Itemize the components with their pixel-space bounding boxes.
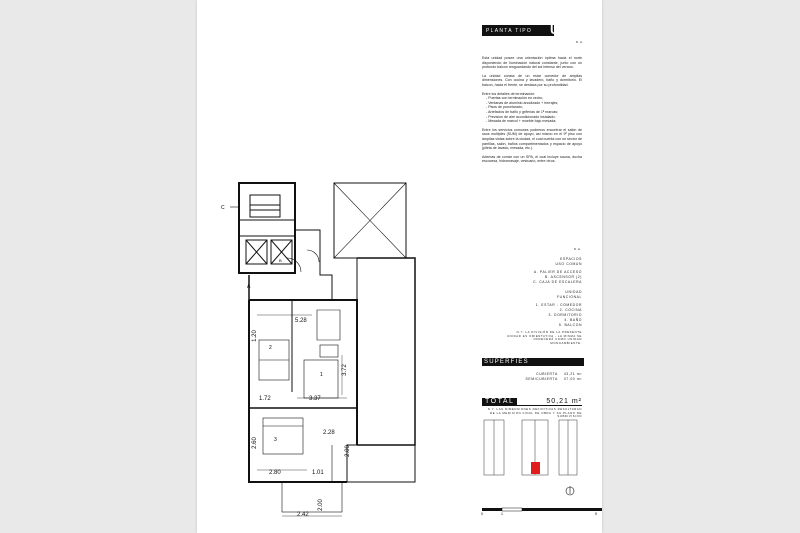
semi-covered-value: 07,00 m² (563, 377, 582, 381)
dim-label: 1.01 (312, 470, 324, 476)
finish-item: - Puertas con terminación en cedro; (486, 96, 543, 101)
plan-type-label: PLANTA TIPO (486, 28, 533, 34)
common-letter: C (221, 205, 225, 211)
dim-label: 1.20 (251, 330, 258, 342)
legend-item: 4. BAÑO (564, 318, 582, 322)
dimensions-note: N.Y. LAS DIMENSIONES DEFINITIVAS RESULTARAN DE LA MEDICION FINAL DE OBRA Y SU PLANO DE SUBDIVISION (487, 407, 582, 419)
semi-covered-label: SEMICUBIERTA (525, 377, 558, 381)
description (482, 56, 582, 164)
dim-label: 3.37 (309, 396, 321, 402)
unit-code: UF/C (550, 22, 583, 37)
room-number: 3 (274, 437, 277, 443)
legend-item: C. CAJA DE ESCALERA (533, 280, 582, 284)
legend-item: 2. COCINA (559, 308, 582, 312)
covered-label: CUBIERTA (536, 372, 558, 376)
stair-box (250, 195, 280, 217)
legend-item: A. PALIER DE ACCESO (533, 270, 582, 274)
finish-item: - Prevision de aire acondicionado instalado; (486, 114, 556, 119)
dim-label: 2.60 (251, 437, 258, 449)
dim-label: 2.80 (269, 470, 281, 476)
common-letter: B (279, 258, 282, 263)
finish-item: - Mesada de marcol + mueble bajo mesada; (486, 119, 557, 124)
dim-label: 5.28 (295, 318, 307, 324)
dim-label: 2.00 (344, 445, 351, 457)
description-paragraph: La unidad consta de un estar comedor de amplias dimensiones. Con cocina y lavadero, baño y dormitorio. El balcon, hacia el frente, se destaca por su profundidad. (482, 73, 582, 87)
description-paragraph: Entre los servicios comunes podemos encontrar el salón de usos multiples (SUM) de apoyo, asi mismo en el 9º piso con amplias vistas sobre la ciudad, el cual cuenta con un sector de parrillas, salón, baños compartimentados y espacio de apoyo (pileta de lavado, mesada, etc.). (482, 127, 582, 151)
common-letter: A (247, 284, 251, 290)
total-label: TOTAL (482, 398, 517, 405)
room-number: 1 (320, 372, 323, 378)
legend-item: 1. ESTAR - COMEDOR (535, 303, 582, 307)
legend-title: FUNCIONAL (557, 295, 582, 299)
scale-label: 1 (501, 512, 503, 516)
dim-label: 2.28 (323, 430, 335, 436)
dim-label: 2.42 (297, 512, 309, 518)
legend-title: UNIDAD (565, 290, 582, 294)
legend-item: B. ASCENSOR (2) (544, 275, 582, 279)
surfaces-table (482, 372, 582, 382)
description-paragraph: Ademas de contar con un SPA, el cual incluye sauna, ducha escocesa, hidromasaje, vestuario, entre otros. (482, 154, 582, 164)
description-paragraph: Esta unidad posee una orientación óptima hacia el norte disponiendo de iluminación natural constante, junto con un profundo balcon resguardando del sol intenso del verano. (482, 56, 582, 70)
total-value: 50,21 m² (546, 398, 582, 405)
covered-value: 43,21 m² (563, 372, 582, 376)
legend-item: 5. BALCON (558, 323, 582, 327)
dim-label: 3.72 (341, 364, 348, 376)
dim-label: 1.72 (259, 396, 271, 402)
note-mark: N.A. (573, 247, 582, 251)
finishes-title: Entre los detalles de terminación: (482, 91, 536, 96)
dim-label: 2.00 (317, 499, 324, 511)
unit-highlight (531, 462, 540, 474)
finish-item: - Ventanas de aluminio anodizado + herrajes; (486, 100, 559, 105)
note-mark: N.A. (575, 40, 584, 44)
division-note: N.Y. LA DIVISIÓN DE LA PRESENTE UNIDAD ES ORIENTATIVA - LA MISMA SE OFRECERÁ COMO UNIDAD MONOAMBIENTE. (507, 330, 582, 345)
legend-title: ESPACIOS (560, 257, 582, 261)
plan-sheet (197, 0, 602, 533)
total-row (482, 395, 582, 406)
bed (263, 418, 303, 454)
finish-item: - Artefactos de baño y griferías de 1ª marcas; (486, 109, 559, 114)
legend-item: 3. DORMITORIO (548, 313, 582, 317)
legend (482, 247, 582, 345)
surfaces-header: SUPERFIES (482, 358, 584, 366)
legend-title: USO COMUN (555, 262, 582, 266)
scale-label: 5 (595, 512, 597, 516)
room-number: 2 (269, 345, 272, 351)
scale-label: 0 (481, 512, 483, 516)
finish-item: - Pisos de porcelanato; (486, 105, 523, 110)
